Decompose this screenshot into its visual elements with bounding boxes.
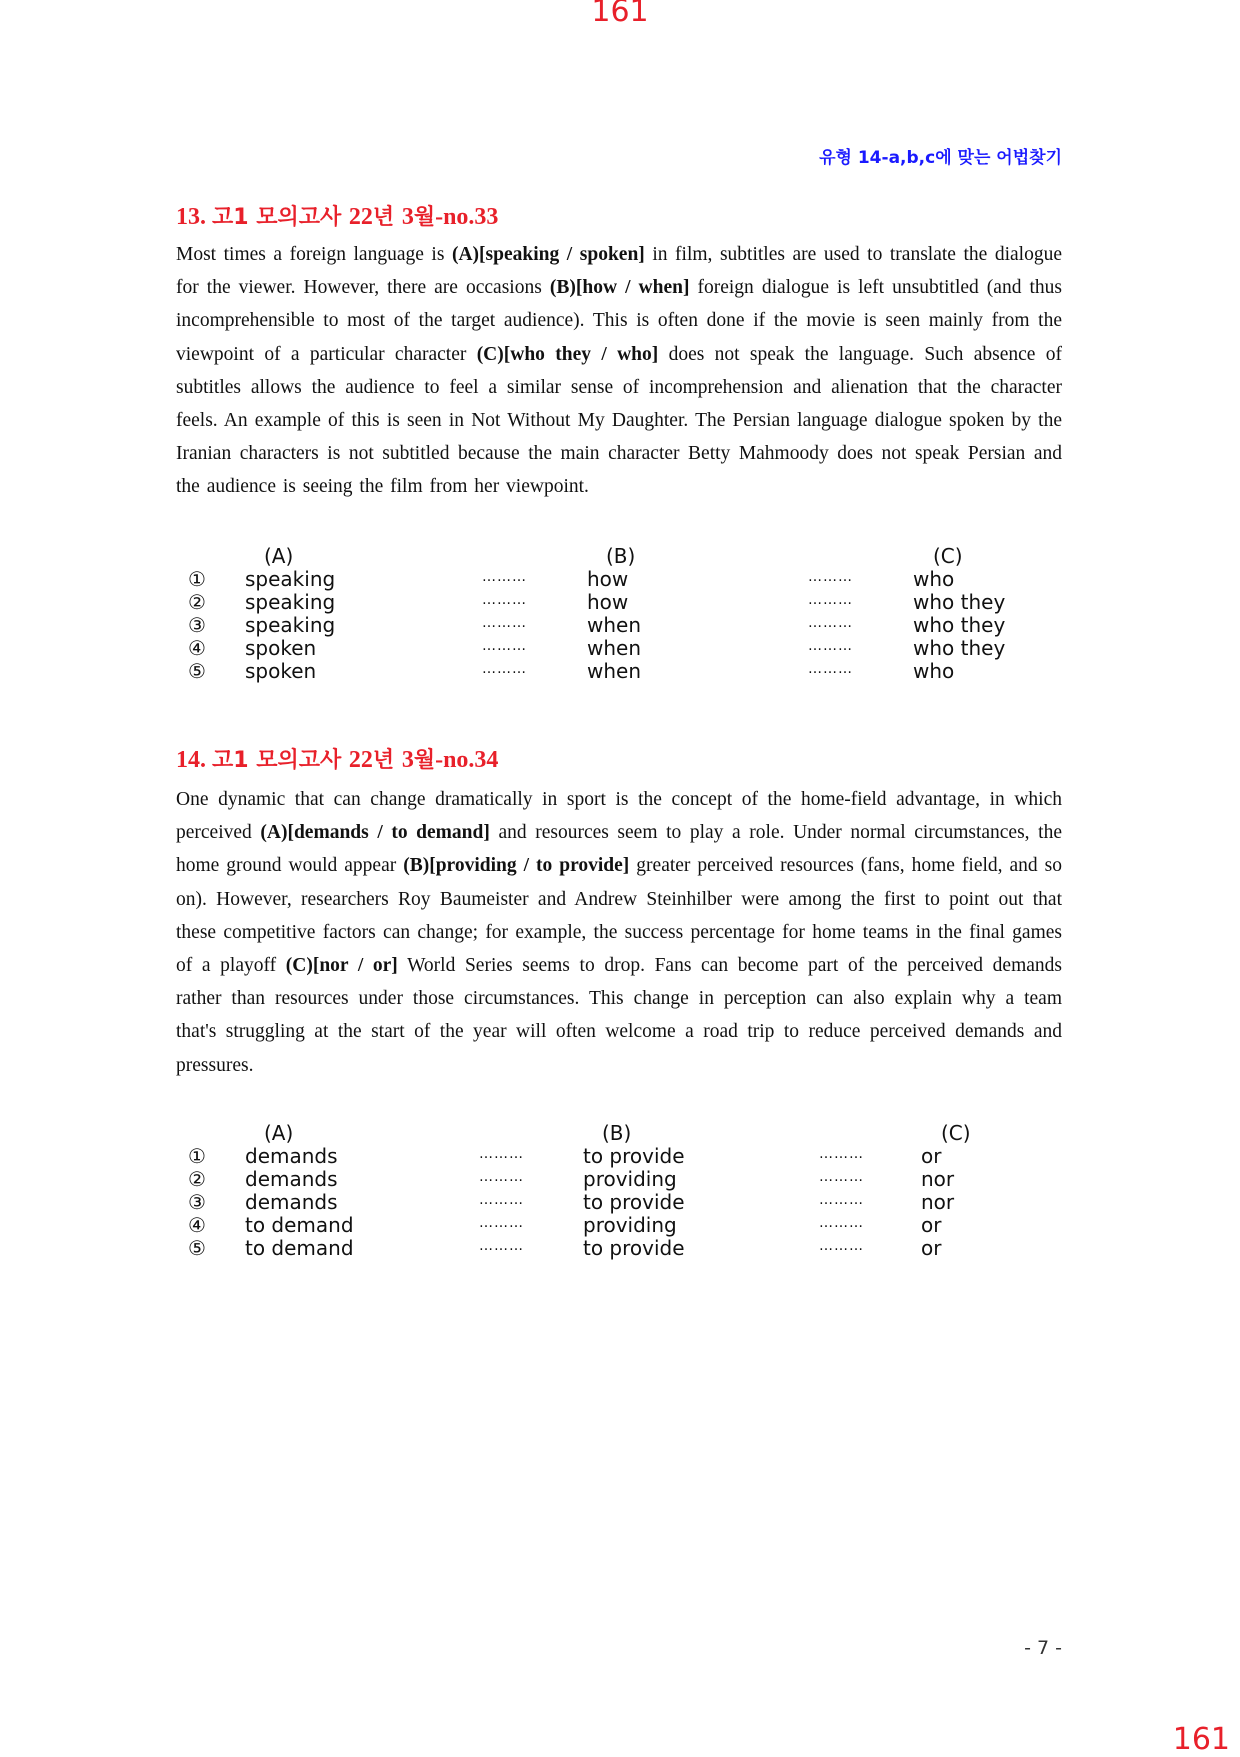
title-korean-year: 년: [372, 205, 402, 230]
option-a: demands: [245, 1144, 338, 1168]
answer-options: [176, 544, 1062, 682]
option-a: speaking: [245, 567, 336, 591]
option-a: to demand: [245, 1236, 354, 1260]
title-month: 3: [401, 204, 414, 230]
option-b: when: [587, 613, 642, 637]
option-b: to provide: [583, 1236, 685, 1260]
grammar-choice: (B)[providing / to provide]: [403, 855, 630, 877]
dot-leader: ………: [479, 1215, 524, 1231]
title-korean-year: 년: [372, 748, 402, 773]
option-c: or: [921, 1236, 942, 1260]
dot-leader: ………: [819, 1146, 864, 1162]
title-problem-no: -no.33: [435, 204, 499, 230]
question-number: 14.: [176, 747, 212, 773]
option-b: when: [587, 659, 642, 683]
option-row: [176, 1236, 1062, 1259]
dot-leader: ………: [482, 569, 527, 585]
option-row: [176, 1213, 1062, 1236]
option-c: nor: [921, 1167, 955, 1191]
option-c: who: [913, 567, 955, 591]
option-row: [176, 1144, 1062, 1167]
dot-leader: ………: [482, 638, 527, 654]
column-header: (A): [264, 1121, 294, 1145]
passage-text: foreign dialogue is left unsubtitled (and thus incomprehensible to most of the target audience). This is often done if the movie is seen mainly from the viewpoint of a particular character: [176, 277, 1063, 365]
dot-leader: ………: [819, 1238, 864, 1254]
dot-leader: ………: [819, 1215, 864, 1231]
option-number: ③: [188, 613, 206, 637]
answer-options: [176, 1121, 1062, 1259]
option-row: [176, 659, 1062, 682]
column-header: (B): [606, 544, 636, 568]
option-b: how: [587, 590, 629, 614]
option-a: demands: [245, 1190, 338, 1214]
option-row: [176, 636, 1062, 659]
option-a: speaking: [245, 590, 336, 614]
option-a: to demand: [245, 1213, 354, 1237]
option-row: [176, 590, 1062, 613]
dot-leader: ………: [819, 1192, 864, 1208]
title-korean: 고1 모의고사: [212, 205, 349, 230]
passage-text: Most times a foreign language is: [176, 244, 452, 265]
option-number: ⑤: [188, 659, 206, 683]
column-header: (B): [602, 1121, 632, 1145]
option-c: who they: [913, 613, 1006, 637]
column-header: (C): [933, 544, 963, 568]
option-c: or: [921, 1213, 942, 1237]
grammar-choice: (A)[demands / to demand]: [260, 822, 490, 844]
option-number: ①: [188, 1144, 206, 1168]
dot-leader: ………: [479, 1238, 524, 1254]
option-b: to provide: [583, 1190, 685, 1214]
page-number-top: 161: [591, 0, 649, 29]
option-c: who: [913, 659, 955, 683]
dot-leader: ………: [808, 592, 853, 608]
question-title: [176, 743, 498, 774]
section-tag: 유형 14-a,b,c에 맞는 어법찾기: [819, 148, 1062, 168]
passage-text: One dynamic that can change dramatically in sport is the concept of the home-field advantage, in which perceived: [176, 789, 1062, 844]
title-problem-no: -no.34: [435, 747, 499, 773]
dot-leader: ………: [819, 1169, 864, 1185]
dot-leader: ………: [808, 569, 853, 585]
column-header: (A): [264, 544, 294, 568]
grammar-choice: (C)[nor / or]: [285, 955, 398, 977]
option-number: ②: [188, 590, 206, 614]
passage-text: in film, subtitles are used to translate the dialogue for the viewer. However, there are occasions: [176, 244, 1062, 299]
question-number: 13.: [176, 204, 212, 230]
options-header: [176, 544, 1062, 567]
option-row: [176, 567, 1062, 590]
passage-text: and resources seem to play a role. Under normal circumstances, the home ground would appear: [176, 822, 1062, 877]
grammar-choice: (C)[who they / who]: [476, 343, 659, 365]
option-number: ③: [188, 1190, 206, 1214]
dot-leader: ………: [479, 1169, 524, 1185]
option-c: nor: [921, 1190, 955, 1214]
column-header: (C): [941, 1121, 971, 1145]
grammar-choice: (B)[how / when]: [549, 277, 690, 299]
dot-leader: ………: [808, 615, 853, 631]
option-b: providing: [583, 1167, 677, 1191]
passage-text: World Series seems to drop. Fans can become part of the perceived demands rather than resources under those circumstances. This change in perception can also explain why a team that's struggling at the start of the year will often welcome a road trip to reduce perceived demands and pressures.: [176, 955, 1063, 1076]
option-number: ②: [188, 1167, 206, 1191]
options-header: [176, 1121, 1062, 1144]
option-number: ④: [188, 636, 206, 660]
title-korean-month: 월: [413, 205, 436, 230]
option-c: who they: [913, 636, 1006, 660]
title-month: 3: [401, 747, 414, 773]
dot-leader: ………: [482, 615, 527, 631]
option-row: [176, 1167, 1062, 1190]
option-c: who they: [913, 590, 1006, 614]
option-b: when: [587, 636, 642, 660]
dot-leader: ………: [808, 638, 853, 654]
option-b: how: [587, 567, 629, 591]
title-korean: 고1 모의고사: [212, 748, 349, 773]
dot-leader: ………: [479, 1146, 524, 1162]
option-number: ④: [188, 1213, 206, 1237]
option-number: ①: [188, 567, 206, 591]
passage: [176, 238, 1062, 504]
option-b: to provide: [583, 1144, 685, 1168]
option-row: [176, 1190, 1062, 1213]
option-a: spoken: [245, 659, 317, 683]
option-c: or: [921, 1144, 942, 1168]
option-row: [176, 613, 1062, 636]
passage: [176, 783, 1062, 1082]
title-korean-month: 월: [413, 748, 436, 773]
grammar-choice: (A)[speaking / spoken]: [451, 244, 645, 265]
option-number: ⑤: [188, 1236, 206, 1260]
option-a: spoken: [245, 636, 317, 660]
dot-leader: ………: [479, 1192, 524, 1208]
option-a: speaking: [245, 613, 336, 637]
option-b: providing: [583, 1213, 677, 1237]
passage-text: greater perceived resources (fans, home field, and so on). However, researchers Roy Baumeister and Andrew Steinhilber were among the first to point out that these competitive factors can change; for example, the success percentage for home teams in the final games of a playoff: [176, 855, 1062, 977]
dot-leader: ………: [808, 661, 853, 677]
dot-leader: ………: [482, 661, 527, 677]
title-year: 22: [348, 204, 373, 230]
page-number-bottom: 161: [1172, 1722, 1230, 1757]
passage-text: does not speak the language. Such absence of subtitles allows the audience to feel a similar sense of incomprehension and alienation that the character feels. An example of this is seen in Not Without My Daughter. The Persian language dialogue spoken by the Iranian characters is not subtitled because the main character Betty Mahmoody does not speak Persian and the audience is seeing the film from her viewpoint.: [176, 343, 1063, 498]
option-a: demands: [245, 1167, 338, 1191]
footer-page-number: - 7 -: [1024, 1637, 1062, 1659]
question-title: [176, 200, 498, 231]
title-year: 22: [348, 747, 373, 773]
dot-leader: ………: [482, 592, 527, 608]
